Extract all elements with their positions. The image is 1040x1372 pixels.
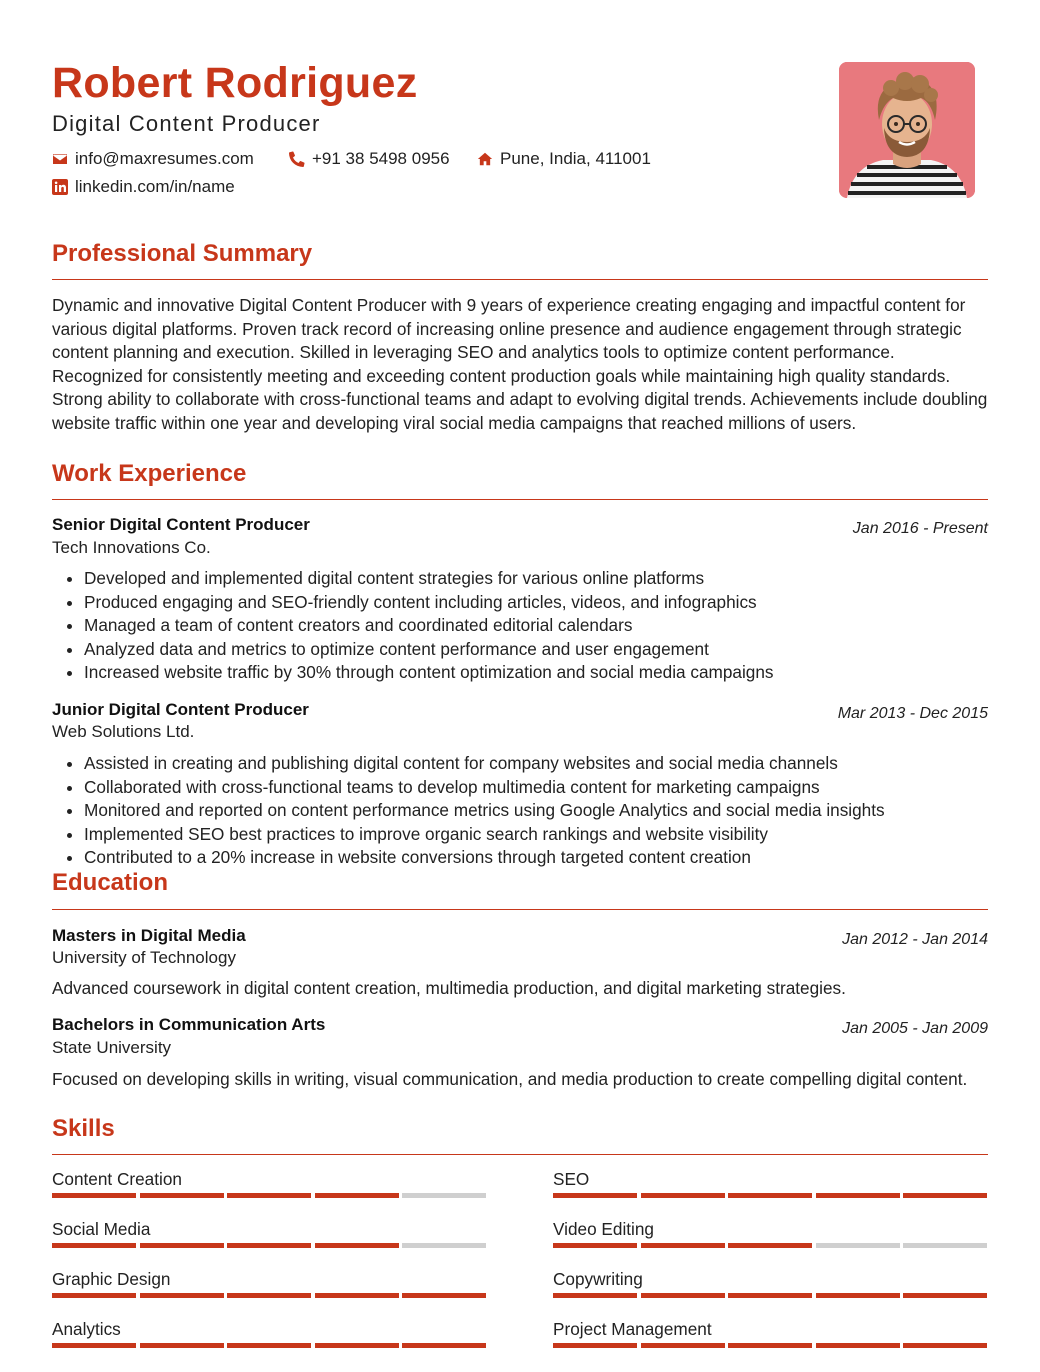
skill-segment-filled <box>52 1193 136 1198</box>
school-name: University of Technology <box>52 948 236 967</box>
email-contact[interactable] <box>52 148 254 170</box>
skill-rating-bar <box>553 1293 987 1298</box>
job-bullet: • Developed and implemented digital content strategies for various online platforms <box>84 567 988 591</box>
education-heading: Education <box>52 869 169 896</box>
education-dates: Jan 2012 - Jan 2014 <box>842 931 988 948</box>
skill-name: Copywriting <box>553 1269 643 1289</box>
skill-item <box>52 1268 486 1290</box>
skill-rating-bar <box>553 1343 987 1348</box>
skill-item <box>553 1218 987 1240</box>
job-company: Web Solutions Ltd. <box>52 722 195 741</box>
skill-segment-filled <box>641 1243 725 1248</box>
job-bullet: • Managed a team of content creators and coordinated editorial calendars <box>84 614 988 638</box>
skill-rating-bar <box>553 1193 987 1198</box>
skill-segment-filled <box>553 1193 637 1198</box>
skill-segment-empty <box>402 1243 486 1248</box>
skill-name: Social Media <box>52 1219 151 1239</box>
skill-segment-filled <box>315 1243 399 1248</box>
skill-segment-filled <box>315 1293 399 1298</box>
skill-item <box>52 1218 486 1240</box>
phone-text: +91 38 5498 0956 <box>312 149 450 168</box>
person-portrait <box>839 62 975 198</box>
skill-segment-filled <box>52 1343 136 1348</box>
phone-icon <box>289 151 305 167</box>
location-text: Pune, India, 411001 <box>500 149 651 168</box>
phone-contact[interactable] <box>289 148 450 170</box>
job-bullet: • Implemented SEO best practices to improve organic search rankings and website visibility <box>84 823 988 847</box>
skill-rating-bar <box>52 1243 486 1248</box>
job-bullet: • Collaborated with cross-functional teams to develop multimedia content for marketing campaigns <box>84 776 988 800</box>
skill-segment-empty <box>816 1243 900 1248</box>
linkedin-text: linkedin.com/in/name <box>75 177 235 196</box>
summary-text: Dynamic and innovative Digital Content Producer with 9 years of experience creating engaging and impactful content for various digital platforms. Proven track record of increasing online presence and audience engagement through strategic content planning and execution. Skilled in leveraging SEO and analytics tools to optimize content performance. Recognized for consistently meeting and exceeding content production goals while maintaining high quality standards. Strong ability to collaborate with cross-functional teams and adapt to evolving digital trends. Achievements include doubling website traffic within one year and developing viral social media campaigns that reached millions of users. <box>52 295 988 433</box>
skill-name: Analytics <box>52 1319 121 1339</box>
skill-item <box>553 1268 987 1290</box>
skill-segment-filled <box>728 1293 812 1298</box>
education-description: Focused on developing skills in writing, visual communication, and media production to create compelling digital content. <box>52 1069 968 1089</box>
skill-segment-filled <box>52 1243 136 1248</box>
skill-segment-filled <box>728 1343 812 1348</box>
skill-segment-filled <box>728 1243 812 1248</box>
skill-segment-filled <box>816 1343 900 1348</box>
skill-segment-filled <box>140 1193 224 1198</box>
job-bullet: • Produced engaging and SEO-friendly content including articles, videos, and infographics <box>84 591 988 615</box>
skill-item <box>52 1168 486 1190</box>
skill-segment-filled <box>903 1193 987 1198</box>
skill-segment-filled <box>402 1293 486 1298</box>
skill-segment-filled <box>52 1293 136 1298</box>
job-bullet: • Assisted in creating and publishing digital content for company websites and social media channels <box>84 752 988 776</box>
candidate-title: Digital Content Producer <box>52 111 321 136</box>
skill-item <box>52 1318 486 1340</box>
education-divider <box>52 909 988 910</box>
job-bullet: • Analyzed data and metrics to optimize content performance and user engagement <box>84 638 988 662</box>
skill-segment-filled <box>140 1293 224 1298</box>
skill-item <box>553 1318 987 1340</box>
job-bullets <box>52 752 988 870</box>
skill-segment-filled <box>816 1293 900 1298</box>
job-title: Senior Digital Content Producer <box>52 515 310 534</box>
skill-segment-filled <box>641 1293 725 1298</box>
skill-segment-filled <box>903 1343 987 1348</box>
skill-segment-filled <box>903 1293 987 1298</box>
skill-segment-empty <box>402 1193 486 1198</box>
school-name: State University <box>52 1038 172 1057</box>
degree-title: Masters in Digital Media <box>52 926 246 945</box>
skill-name: Content Creation <box>52 1169 182 1189</box>
skill-rating-bar <box>52 1193 486 1198</box>
skill-segment-filled <box>315 1343 399 1348</box>
skill-segment-filled <box>315 1193 399 1198</box>
skill-segment-filled <box>227 1293 311 1298</box>
skill-segment-filled <box>641 1193 725 1198</box>
job-title: Junior Digital Content Producer <box>52 700 309 719</box>
job-dates: Jan 2016 - Present <box>852 520 988 537</box>
skill-rating-bar <box>553 1243 987 1248</box>
skill-segment-filled <box>553 1293 637 1298</box>
email-text: info@maxresumes.com <box>75 149 254 168</box>
summary-heading: Professional Summary <box>52 240 313 267</box>
skill-segment-filled <box>227 1243 311 1248</box>
skill-segment-filled <box>553 1343 637 1348</box>
linkedin-icon <box>52 179 68 195</box>
experience-heading: Work Experience <box>52 460 247 487</box>
skill-segment-filled <box>140 1243 224 1248</box>
skill-segment-filled <box>641 1343 725 1348</box>
skill-segment-empty <box>903 1243 987 1248</box>
job-dates: Mar 2013 - Dec 2015 <box>837 705 988 722</box>
skill-name: Project Management <box>553 1319 712 1339</box>
skills-heading: Skills <box>52 1115 115 1142</box>
education-description: Advanced coursework in digital content creation, multimedia production, and digital marketing strategies. <box>52 978 846 998</box>
job-bullets <box>52 567 988 685</box>
job-bullet: • Increased website traffic by 30% through content optimization and social media campaigns <box>84 661 988 685</box>
skill-segment-filled <box>728 1193 812 1198</box>
skill-segment-filled <box>816 1193 900 1198</box>
envelope-icon <box>52 151 68 167</box>
skills-divider <box>52 1154 988 1155</box>
education-dates: Jan 2005 - Jan 2009 <box>842 1020 988 1037</box>
skill-name: Graphic Design <box>52 1269 171 1289</box>
summary-divider <box>52 279 988 280</box>
job-bullet: • Monitored and reported on content performance metrics using Google Analytics and social media insights <box>84 799 988 823</box>
job-company: Tech Innovations Co. <box>52 538 211 557</box>
skill-segment-filled <box>140 1343 224 1348</box>
skill-segment-filled <box>227 1343 311 1348</box>
skill-name: SEO <box>553 1169 590 1189</box>
skill-item <box>553 1168 987 1190</box>
skill-name: Video Editing <box>553 1219 654 1239</box>
job-bullet: • Contributed to a 20% increase in website conversions through targeted content creation <box>84 846 988 870</box>
skill-segment-filled <box>227 1193 311 1198</box>
profile-photo <box>839 62 975 198</box>
skill-rating-bar <box>52 1293 486 1298</box>
skill-segment-filled <box>553 1243 637 1248</box>
degree-title: Bachelors in Communication Arts <box>52 1015 326 1034</box>
experience-divider <box>52 499 988 500</box>
home-icon <box>477 151 493 167</box>
location-contact <box>477 148 651 170</box>
linkedin-contact[interactable] <box>52 176 235 198</box>
skill-rating-bar <box>52 1343 486 1348</box>
candidate-name: Robert Rodriguez <box>52 59 418 107</box>
skill-segment-filled <box>402 1343 486 1348</box>
